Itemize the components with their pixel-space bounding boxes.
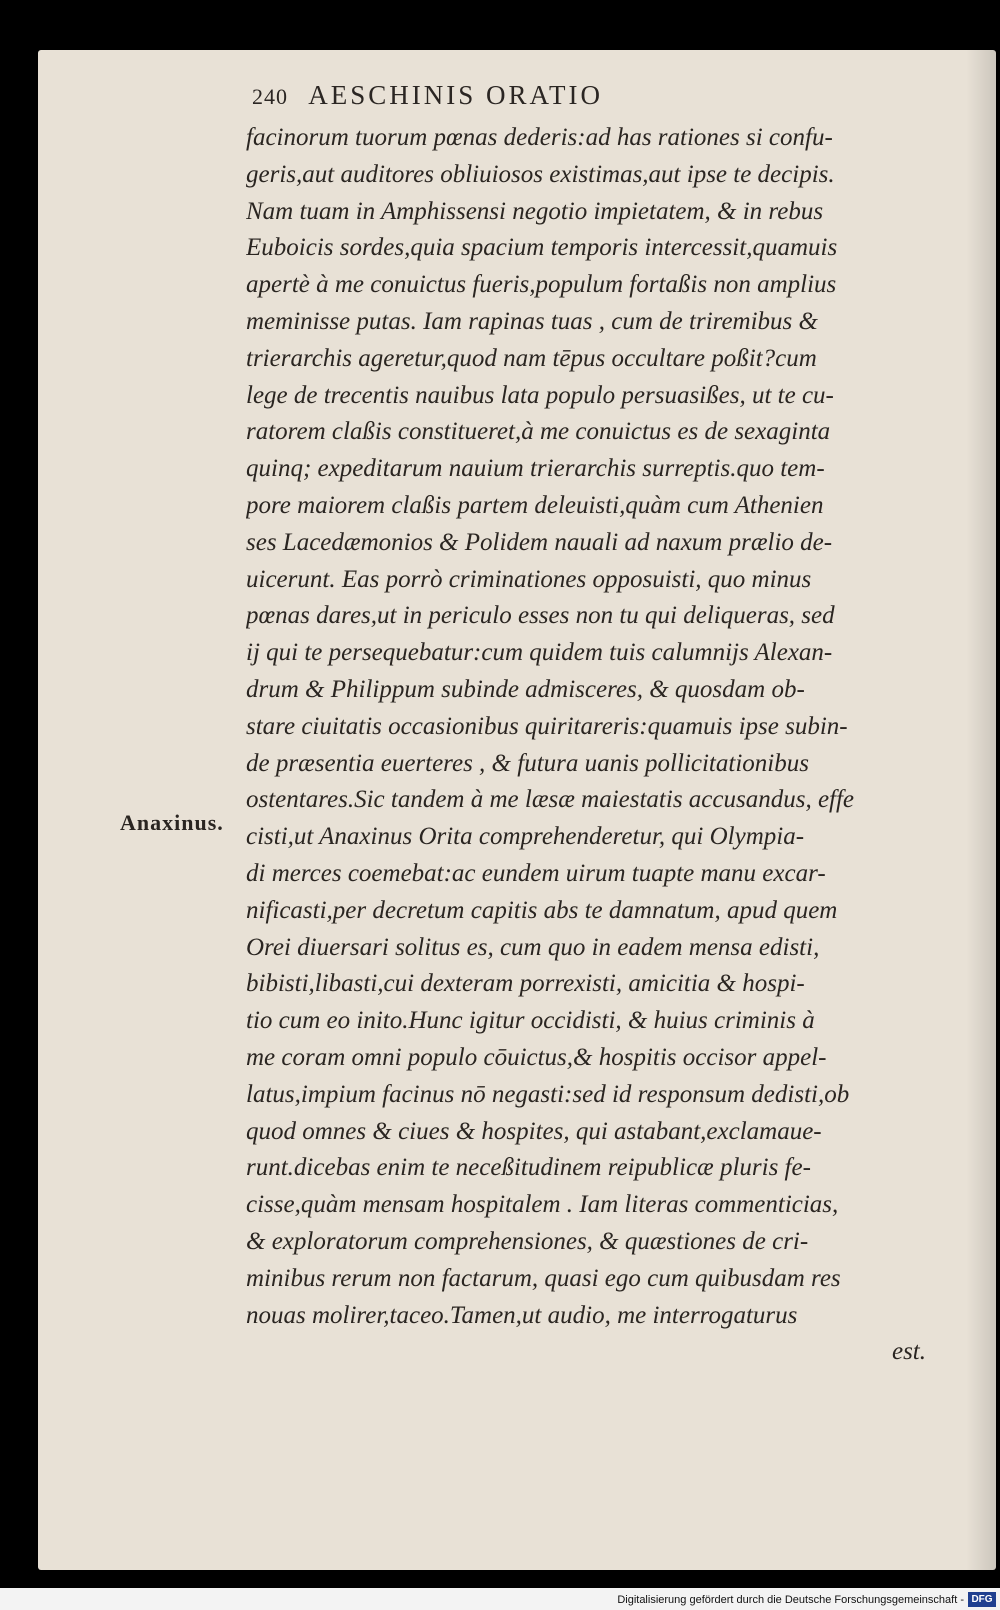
text-line: trierarchis ageretur,quod nam tēpus occultare poßit?cum [246,344,817,372]
text-line: ostentares.Sic tandem à me læsæ maiestatis accusandus, effe [246,786,855,814]
text-line: pore maiorem claßis partem deleuisti,quàm cum Athenien [246,491,824,519]
text-line: est. [891,1338,926,1366]
spine-shadow [966,50,996,1570]
text-line: geris,aut auditores obliuiosos existimas,aut ipse te decipis. [246,160,835,188]
text-line: me coram omni populo cōuictus,& hospitis occisor appel- [246,1043,827,1071]
text-line: runt.dicebas enim te neceßitudinem reipublicæ pluris fe- [246,1154,811,1182]
running-title: AESCHINIS ORATIO [308,80,604,110]
text-line: quinq; expeditarum nauium trierarchis surreptis.quo tem- [246,455,825,483]
text-line: lege de trecentis nauibus lata populo persuasißes, ut te cu- [246,381,834,409]
text-line: quod omnes & ciues & hospites, qui astabant,exclamaue- [246,1117,822,1145]
text-line: ij qui te persequebatur:cum quidem tuis calumnijs Alexan- [246,639,833,667]
text-line: Euboicis sordes,quia spacium temporis intercessit,quamuis [246,234,838,262]
text-line: bibisti,libasti,cui dexteram porrexisti, amicitia & hospi- [246,970,805,998]
text-line: minibus rerum non factarum, quasi ego cum quibusdam res [246,1264,841,1292]
text-line: nificasti,per decretum capitis abs te damnatum, apud quem [246,896,838,924]
text-line: nouas molirer,taceo.Tamen,ut audio, me interrogaturus [246,1301,798,1329]
body-text [246,120,926,1371]
text-line: & exploratorum comprehensiones, & quæstiones de cri- [246,1227,809,1255]
text-line: tio cum eo inito.Hunc igitur occidisti, & huius criminis à [246,1007,815,1035]
text-line: Orei diuersari solitus es, cum quo in eadem mensa edisti, [246,933,820,961]
running-head [252,80,812,120]
footer-credit: Digitalisierung gefördert durch die Deutsche Forschungsgemeinschaft - [617,1594,964,1606]
text-line: meminisse putas. Iam rapinas tuas , cum de triremibus & [246,307,818,335]
text-line: stare ciuitatis occasionibus quiritareris:quamuis ipse subin- [246,712,848,740]
text-line: uicerunt. Eas porrò criminationes opposuisti, quo minus [246,565,812,593]
text-line: cisse,quàm mensam hospitalem . Iam literas commenticias, [246,1191,839,1219]
page-number: 240 [252,84,288,109]
text-line: latus,impium facinus nō negasti:sed id responsum dedisti,ob [246,1080,850,1108]
margin-note: Anaxinus. [120,810,224,835]
text-line: drum & Philippum subinde admisceres, & quosdam ob- [246,675,805,703]
text-line: pœnas dares,ut in periculo esses non tu qui deliqueras, sed [246,602,835,630]
text-line: Nam tuam in Amphissensi negotio impietatem, & in rebus [246,197,824,225]
text-line: ratorem claßis constitueret,à me conuictus es de sexaginta [246,418,831,446]
footer-bar [0,1588,1000,1610]
text-line: di merces coemebat:ac eundem uirum tuapte manu excar- [246,859,826,887]
text-line: de præsentia euerteres , & futura uanis pollicitationibus [246,749,809,777]
text-line: cisti,ut Anaxinus Orita comprehenderetur, qui Olympia- [246,823,805,851]
text-line: facinorum tuorum pœnas dederis:ad has rationes si confu- [246,124,833,151]
dfg-logo: DFG [968,1592,996,1607]
text-line: ses Lacedæmonios & Polidem nauali ad naxum prælio de- [246,528,833,556]
text-line: apertè à me conuictus fueris,populum fortaßis non amplius [246,271,837,299]
